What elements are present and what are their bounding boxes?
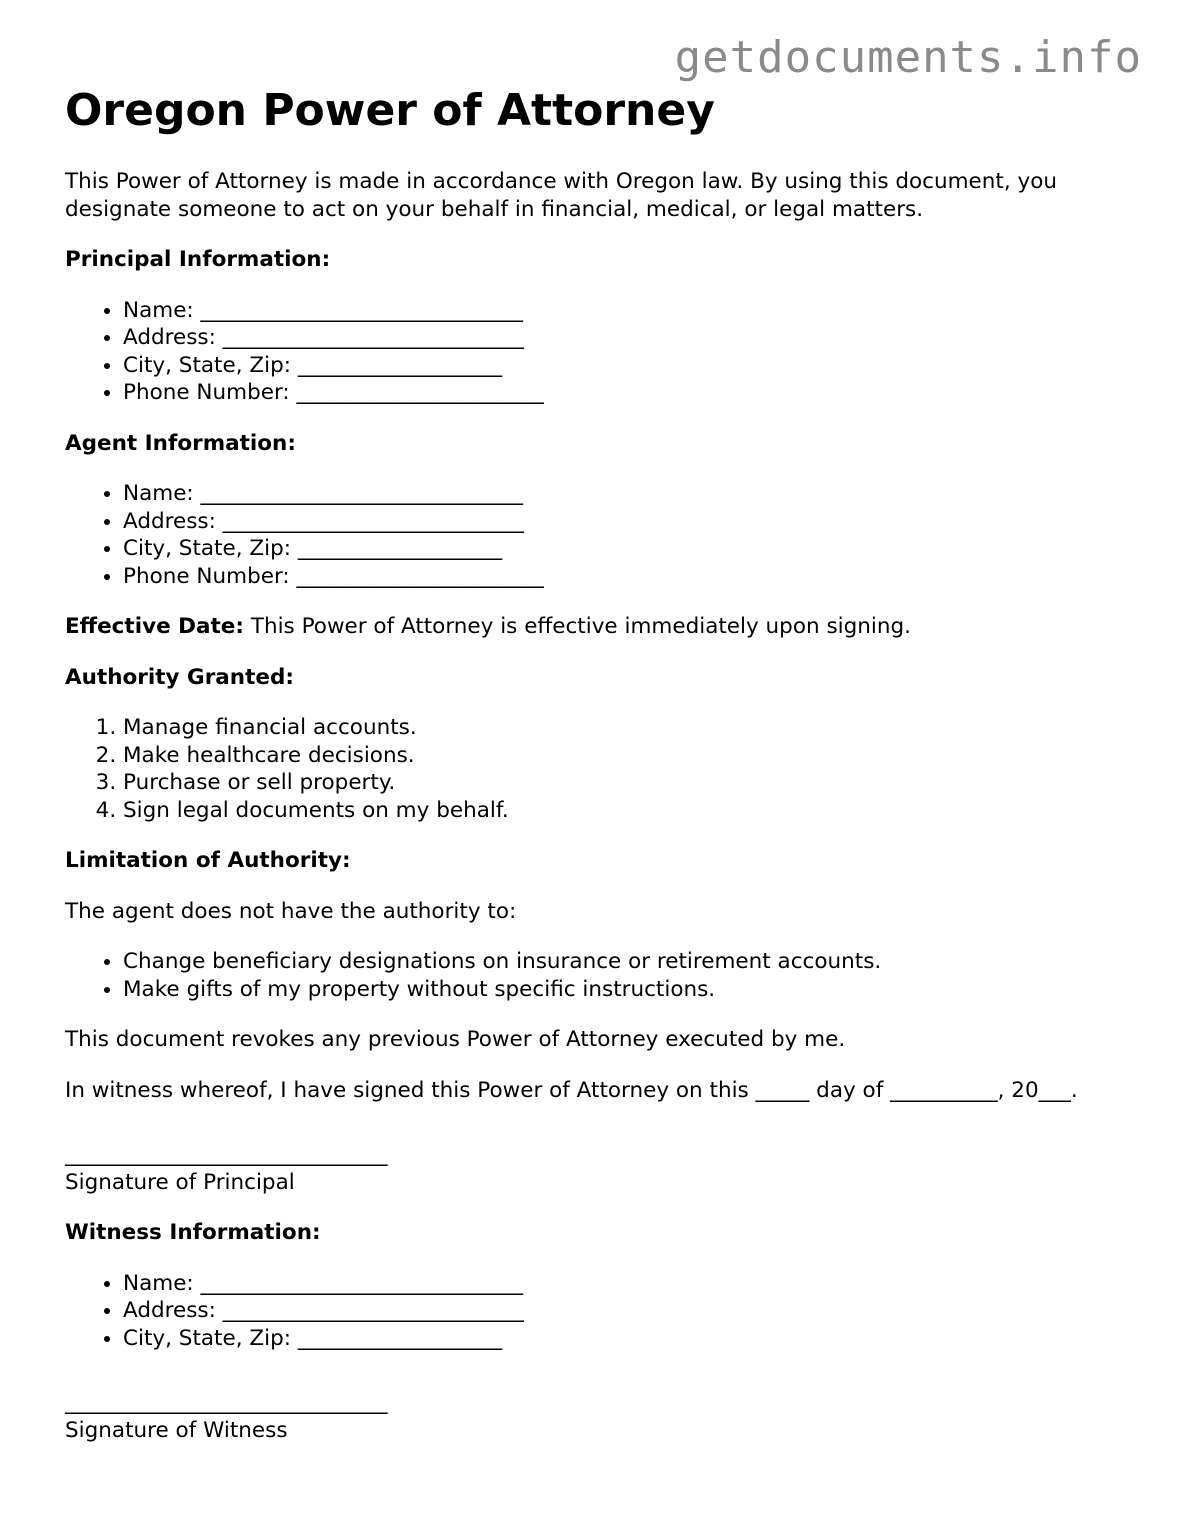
principal-city-field: • City, State, Zip: ___________________ (123, 352, 1125, 380)
principal-heading: Principal Information: (65, 247, 331, 272)
document-body (65, 84, 1125, 1467)
agent-heading: Agent Information: (65, 430, 296, 456)
effective-date-text: This Power of Attorney is effective immediately upon signing. (243, 614, 911, 639)
agent-name-field: • Name: ______________________________ (123, 480, 1125, 508)
authority-list (65, 714, 1125, 824)
limitation-list (65, 948, 1125, 1003)
authority-item: 1. Manage financial accounts. (123, 714, 1125, 742)
effective-date-label: Effective Date: (65, 614, 244, 639)
authority-item: 3. Purchase or sell property. (123, 769, 1125, 797)
witness-city-field: • City, State, Zip: ___________________ (123, 1325, 1125, 1353)
limitation-heading: Limitation of Authority: (65, 848, 351, 873)
watermark: getdocuments.info (674, 32, 1142, 83)
effective-date-paragraph (65, 613, 1125, 641)
revocation-paragraph: This document revokes any previous Power of Attorney executed by me. (65, 1027, 846, 1052)
witness-heading: Witness Information: (65, 1220, 321, 1245)
principal-fields-list (65, 297, 1125, 407)
witness-signature-line: ______________________________ (65, 1390, 388, 1415)
principal-address-field: • Address: ____________________________ (123, 324, 1125, 352)
intro-paragraph: This Power of Attorney is made in accordance with Oregon law. By using this document, you designate someone to act on your behalf in financial, medical, or legal matters. (65, 169, 1058, 222)
limitation-item: • Change beneficiary designations on insurance or retirement accounts. (123, 948, 1125, 976)
authority-heading: Authority Granted: (65, 664, 294, 690)
agent-fields-list (65, 480, 1125, 590)
agent-address-field: • Address: ____________________________ (123, 508, 1125, 536)
principal-signature-label: Signature of Principal (65, 1169, 295, 1195)
page-title: Oregon Power of Attorney (65, 85, 715, 136)
agent-phone-field: • Phone Number: _______________________ (123, 563, 1125, 591)
witness-name-field: • Name: ______________________________ (123, 1270, 1125, 1298)
principal-phone-field: • Phone Number: _______________________ (123, 379, 1125, 407)
witness-fields-list (65, 1270, 1125, 1353)
authority-item: 2. Make healthcare decisions. (123, 742, 1125, 770)
witness-clause: In witness whereof, I have signed this Power of Attorney on this _____ day of __________, 20___. (65, 1077, 1078, 1103)
principal-signature-line: ______________________________ (65, 1142, 388, 1167)
principal-signature-block (65, 1141, 1125, 1196)
authority-item: 4. Sign legal documents on my behalf. (123, 797, 1125, 825)
witness-signature-block (65, 1389, 1125, 1444)
limitation-intro: The agent does not have the authority to: (65, 898, 517, 924)
witness-signature-label: Signature of Witness (65, 1417, 288, 1443)
witness-address-field: • Address: ____________________________ (123, 1297, 1125, 1325)
principal-name-field: • Name: ______________________________ (123, 297, 1125, 325)
limitation-item: • Make gifts of my property without specific instructions. (123, 976, 1125, 1004)
agent-city-field: • City, State, Zip: ___________________ (123, 535, 1125, 563)
